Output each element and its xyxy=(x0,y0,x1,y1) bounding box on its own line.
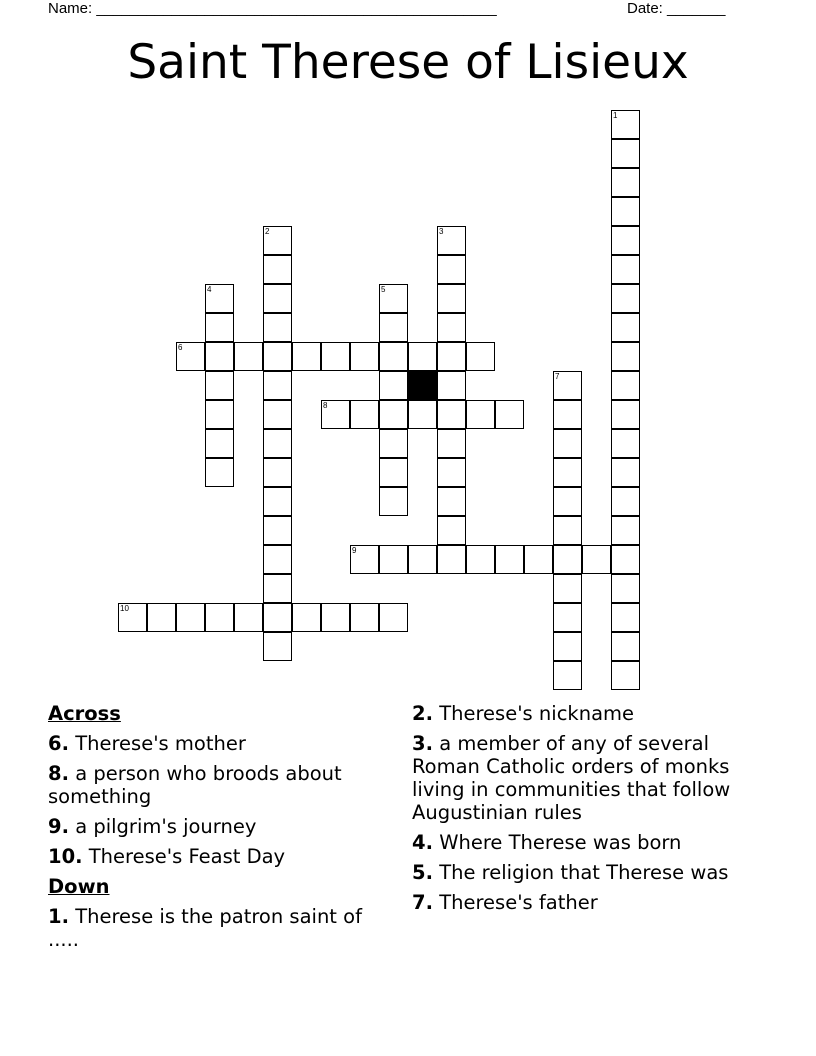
date-field-label: Date: _______ xyxy=(627,0,726,17)
puzzle-title: Saint Therese of Lisieux xyxy=(127,35,689,90)
clue-text: Therese's nickname xyxy=(439,702,635,725)
grid-cell[interactable] xyxy=(263,603,292,632)
grid-cell[interactable] xyxy=(495,545,524,574)
grid-cell[interactable] xyxy=(263,400,292,429)
grid-cell[interactable] xyxy=(466,545,495,574)
clue-text: Therese is the patron saint of ..... xyxy=(48,905,362,951)
grid-cell[interactable] xyxy=(321,342,350,371)
grid-cell[interactable] xyxy=(582,545,611,574)
grid-cell[interactable] xyxy=(611,226,640,255)
grid-cell[interactable] xyxy=(437,284,466,313)
grid-cell[interactable] xyxy=(437,371,466,400)
grid-cell[interactable] xyxy=(205,400,234,429)
clue-down-7 xyxy=(412,891,772,914)
grid-cell[interactable] xyxy=(553,429,582,458)
clue-number: 8. xyxy=(48,762,69,785)
grid-cell[interactable] xyxy=(379,371,408,400)
grid-cell[interactable] xyxy=(379,313,408,342)
grid-cell[interactable] xyxy=(611,429,640,458)
grid-cell[interactable] xyxy=(176,603,205,632)
cell-number: 9 xyxy=(352,546,357,555)
grid-cell[interactable] xyxy=(205,313,234,342)
across-heading: Across xyxy=(48,702,121,725)
grid-cell[interactable] xyxy=(466,342,495,371)
grid-cell[interactable] xyxy=(553,458,582,487)
grid-cell[interactable] xyxy=(379,545,408,574)
grid-cell[interactable] xyxy=(553,661,582,690)
grid-cell[interactable] xyxy=(553,603,582,632)
grid-cell[interactable] xyxy=(379,400,408,429)
black-square xyxy=(408,371,437,400)
grid-cell[interactable] xyxy=(205,458,234,487)
clue-text: a pilgrim's journey xyxy=(75,815,257,838)
clue-number: 6. xyxy=(48,732,69,755)
clue-text: a member of any of several Roman Catholic orders of monks living in communities that follow Augustinian rules xyxy=(412,732,731,824)
cell-number: 3 xyxy=(439,227,444,236)
grid-cell[interactable] xyxy=(263,313,292,342)
grid-cell[interactable] xyxy=(437,429,466,458)
grid-cell[interactable] xyxy=(205,342,234,371)
grid-cell[interactable] xyxy=(437,458,466,487)
grid-cell[interactable] xyxy=(234,342,263,371)
grid-cell[interactable] xyxy=(379,284,408,313)
grid-cell[interactable] xyxy=(553,487,582,516)
grid-cell[interactable] xyxy=(437,313,466,342)
grid-cell[interactable] xyxy=(205,284,234,313)
grid-cell[interactable] xyxy=(611,139,640,168)
clue-number: 2. xyxy=(412,702,433,725)
grid-cell[interactable] xyxy=(524,545,553,574)
grid-cell[interactable] xyxy=(611,458,640,487)
clue-number: 10. xyxy=(48,845,83,868)
clue-across-8 xyxy=(48,762,393,808)
grid-cell[interactable] xyxy=(437,342,466,371)
grid-cell[interactable] xyxy=(611,284,640,313)
grid-cell[interactable] xyxy=(263,574,292,603)
down-heading: Down xyxy=(48,875,110,898)
grid-cell[interactable] xyxy=(611,516,640,545)
grid-cell[interactable] xyxy=(292,603,321,632)
grid-cell[interactable] xyxy=(408,545,437,574)
grid-cell[interactable] xyxy=(553,574,582,603)
clue-text: Therese's Feast Day xyxy=(88,845,286,868)
grid-cell[interactable] xyxy=(263,516,292,545)
grid-cell[interactable] xyxy=(611,487,640,516)
grid-cell[interactable] xyxy=(611,371,640,400)
grid-cell[interactable] xyxy=(379,487,408,516)
grid-cell[interactable] xyxy=(350,603,379,632)
grid-cell[interactable] xyxy=(408,400,437,429)
grid-cell[interactable] xyxy=(176,342,205,371)
clue-across-9 xyxy=(48,815,393,838)
grid-cell[interactable] xyxy=(408,342,437,371)
grid-cell[interactable] xyxy=(495,400,524,429)
grid-cell[interactable] xyxy=(205,603,234,632)
clue-number: 7. xyxy=(412,891,433,914)
grid-cell[interactable] xyxy=(437,226,466,255)
clue-number: 9. xyxy=(48,815,69,838)
grid-cell[interactable] xyxy=(263,255,292,284)
grid-cell[interactable] xyxy=(611,313,640,342)
grid-cell[interactable] xyxy=(611,342,640,371)
clue-across-6 xyxy=(48,732,393,755)
grid-cell[interactable] xyxy=(263,487,292,516)
grid-cell[interactable] xyxy=(553,371,582,400)
grid-cell[interactable] xyxy=(263,342,292,371)
grid-cell[interactable] xyxy=(553,632,582,661)
grid-cell[interactable] xyxy=(350,400,379,429)
grid-cell[interactable] xyxy=(611,632,640,661)
clue-text: Therese's father xyxy=(439,891,598,914)
grid-cell[interactable] xyxy=(379,458,408,487)
grid-cell[interactable] xyxy=(379,603,408,632)
clue-across-10 xyxy=(48,845,393,868)
grid-cell[interactable] xyxy=(466,400,495,429)
grid-cell[interactable] xyxy=(437,255,466,284)
grid-cell[interactable] xyxy=(611,603,640,632)
clue-text: The religion that Therese was xyxy=(439,861,729,884)
cell-number: 8 xyxy=(323,401,328,410)
grid-cell[interactable] xyxy=(437,487,466,516)
cell-number: 1 xyxy=(613,111,618,120)
cell-number: 2 xyxy=(265,227,270,236)
cell-number: 6 xyxy=(178,343,183,352)
clue-number: 4. xyxy=(412,831,433,854)
grid-cell[interactable] xyxy=(292,342,321,371)
clue-down-5 xyxy=(412,861,772,884)
grid-cell[interactable] xyxy=(263,429,292,458)
grid-cell[interactable] xyxy=(611,574,640,603)
grid-cell[interactable] xyxy=(263,545,292,574)
cell-number: 4 xyxy=(207,285,212,294)
grid-cell[interactable] xyxy=(321,400,350,429)
grid-cell[interactable] xyxy=(611,545,640,574)
grid-cell[interactable] xyxy=(379,429,408,458)
grid-cell[interactable] xyxy=(147,603,176,632)
grid-cell[interactable] xyxy=(611,255,640,284)
grid-cell[interactable] xyxy=(263,632,292,661)
name-field-label: Name: ________________________________________________ xyxy=(48,0,497,17)
cell-number: 5 xyxy=(381,285,386,294)
clue-down-2 xyxy=(412,702,772,725)
grid-cell[interactable] xyxy=(321,603,350,632)
clues-right-column xyxy=(412,702,772,921)
grid-cell[interactable] xyxy=(611,197,640,226)
grid-cell[interactable] xyxy=(263,458,292,487)
grid-cell[interactable] xyxy=(350,342,379,371)
clue-text: a person who broods about something xyxy=(48,762,342,808)
grid-cell[interactable] xyxy=(263,226,292,255)
clue-number: 5. xyxy=(412,861,433,884)
cell-number: 10 xyxy=(120,604,129,613)
grid-cell[interactable] xyxy=(437,516,466,545)
grid-cell[interactable] xyxy=(263,284,292,313)
clue-down-3 xyxy=(412,732,772,824)
grid-cell[interactable] xyxy=(205,429,234,458)
grid-cell[interactable] xyxy=(553,400,582,429)
clues-left-column xyxy=(48,702,393,958)
clue-number: 1. xyxy=(48,905,69,928)
grid-cell[interactable] xyxy=(611,110,640,139)
grid-cell[interactable] xyxy=(437,545,466,574)
clue-text: Therese's mother xyxy=(75,732,246,755)
grid-cell[interactable] xyxy=(234,603,263,632)
grid-cell[interactable] xyxy=(611,661,640,690)
clue-number: 3. xyxy=(412,732,433,755)
clue-down-4 xyxy=(412,831,772,854)
grid-cell[interactable] xyxy=(118,603,147,632)
grid-cell[interactable] xyxy=(553,545,582,574)
grid-cell[interactable] xyxy=(611,168,640,197)
grid-cell[interactable] xyxy=(263,371,292,400)
clue-text: Where Therese was born xyxy=(439,831,682,854)
grid-cell[interactable] xyxy=(553,516,582,545)
grid-cell[interactable] xyxy=(611,400,640,429)
clue-down-1 xyxy=(48,905,393,951)
grid-cell[interactable] xyxy=(437,400,466,429)
grid-cell[interactable] xyxy=(350,545,379,574)
cell-number: 7 xyxy=(555,372,560,381)
grid-cell[interactable] xyxy=(205,371,234,400)
grid-cell[interactable] xyxy=(379,342,408,371)
